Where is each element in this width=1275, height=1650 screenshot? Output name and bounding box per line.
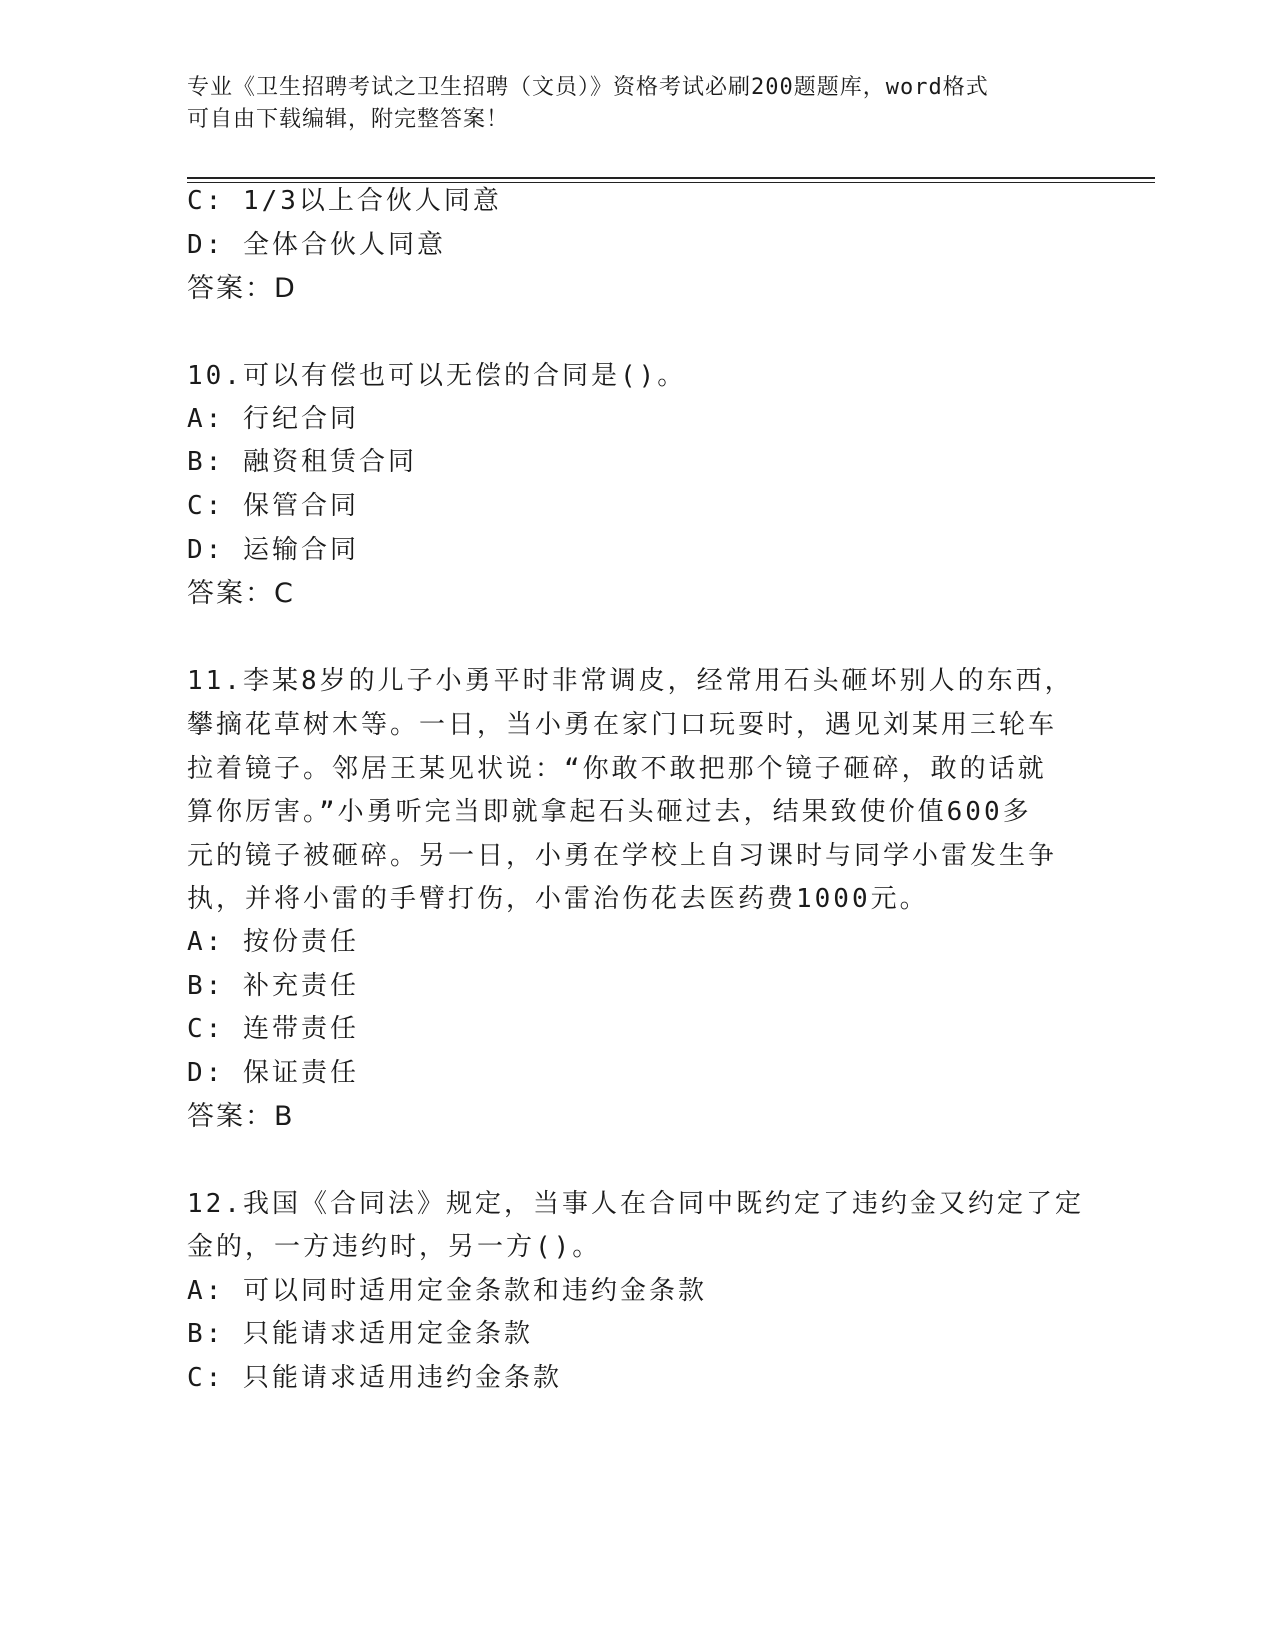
q11-option-d: D: 保证责任 (187, 1058, 359, 1088)
header-divider-thick (187, 177, 1155, 179)
header-title-line-1: 专业《卫生招聘考试之卫生招聘（文员）》资格考试必刷200题题库，word格式 (187, 75, 989, 100)
q11-stem-line: 拉着镜子。邻居王某见状说：“你敢不敢把那个镜子砸碎，敢的话就 (187, 754, 1047, 784)
q10-stem: 10.可以有偿也可以无偿的合同是()。 (187, 361, 687, 391)
q11-stem-line: 执，并将小雷的手臂打伤，小雷治伤花去医药费1000元。 (187, 884, 929, 914)
q11-stem-line: 算你厉害。”小勇听完当即就拿起石头砸过去，结果致使价值600多 (187, 797, 1032, 827)
q10-option-d: D: 运输合同 (187, 535, 359, 565)
q12-option-b: B: 只能请求适用定金条款 (187, 1319, 533, 1349)
q12-option-c: C: 只能请求适用违约金条款 (187, 1363, 562, 1393)
q11-option-c: C: 连带责任 (187, 1014, 359, 1044)
q11-stem-line: 攀摘花草树木等。一日，当小勇在家门口玩耍时，遇见刘某用三轮车 (187, 710, 1058, 740)
q11-option-a: A: 按份责任 (187, 927, 359, 957)
q10-option-c: C: 保管合同 (187, 491, 359, 521)
q12-option-a: A: 可以同时适用定金条款和违约金条款 (187, 1276, 707, 1306)
q10-option-a: A: 行纪合同 (187, 404, 359, 434)
header-title-line-2: 可自由下载编辑，附完整答案！ (187, 107, 510, 132)
document-header (187, 72, 1067, 136)
q12-stem-line: 金的，一方违约时，另一方()。 (187, 1232, 602, 1262)
q9-option-c: C: 1/3以上合伙人同意 (187, 186, 502, 216)
q12-stem-line: 12.我国《合同法》规定，当事人在合同中既约定了违约金又约定了定 (187, 1189, 1084, 1219)
q11-option-b: B: 补充责任 (187, 971, 359, 1001)
q10-option-b: B: 融资租赁合同 (187, 447, 417, 477)
q11-stem-line: 11.李某8岁的儿子小勇平时非常调皮，经常用石头砸坏别人的东西， (187, 666, 1074, 696)
q9-option-d: D: 全体合伙人同意 (187, 230, 446, 260)
q10-answer: 答案：C (187, 578, 295, 609)
q11-stem-line: 元的镜子被砸碎。另一日，小勇在学校上自习课时与同学小雷发生争 (187, 841, 1058, 871)
q11-answer: 答案：B (187, 1101, 295, 1132)
q9-answer: 答案：D (187, 273, 297, 304)
